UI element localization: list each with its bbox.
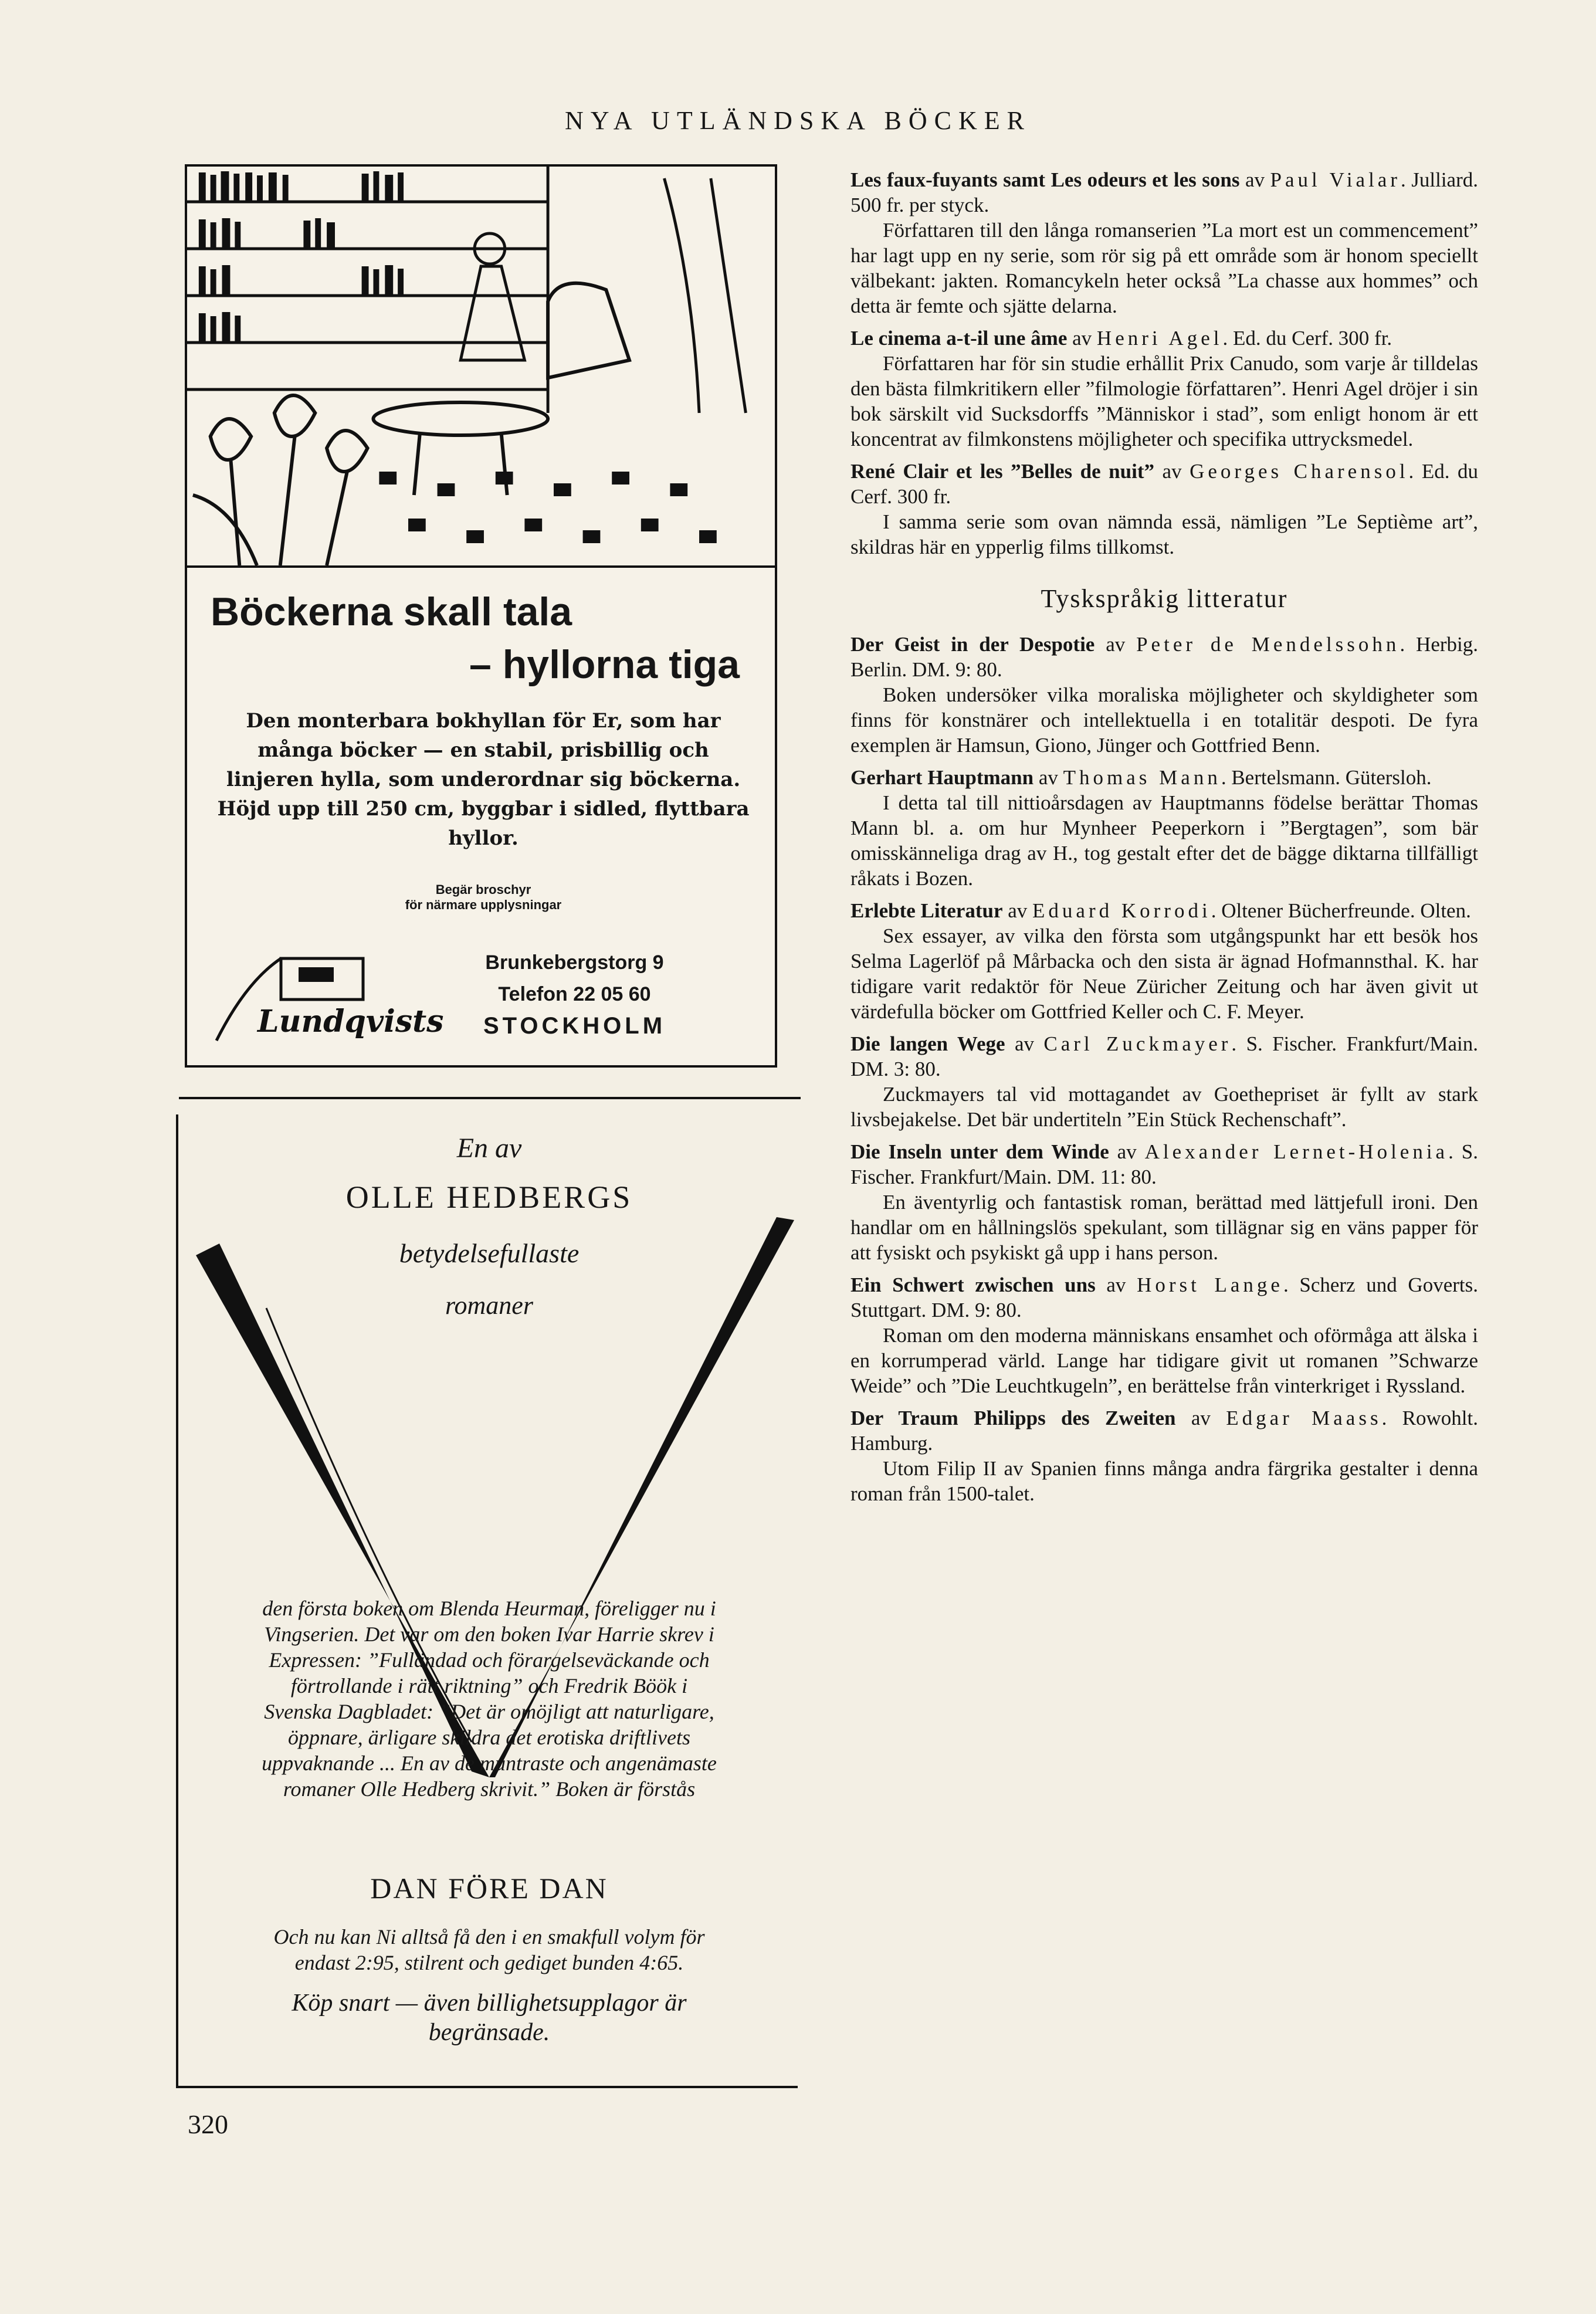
book-entry-heading [850,1031,1478,1082]
ad-body-text: Den monterbara bokhyllan för Er, som har många böcker — en stabil, prisbillig och linjeren hylla, som underordnar sig böckerna. Höjd upp till 250 cm, byggbar i sidled, flyttbara hyllor. [217,709,750,850]
lundqvists-advertisement [185,164,777,1068]
book-title: René Clair et les ”Belles de nuit” [850,460,1154,483]
book-entry-heading [850,765,1478,790]
book-entry [850,1031,1478,1132]
book-entry [850,1405,1478,1506]
section-title: Tyskspråkig litteratur [1041,584,1288,613]
book-title: Les faux-fuyants samt Les odeurs et les sons [850,168,1240,191]
book-by: av [1109,1140,1145,1163]
book-description: En äventyrlig och fantastisk roman, berättad med lättjefull ironi. Den handlar om en hållningslös spekulant, som tillägnar sig en väns papper för att fysiskt och psykiskt gå upp i hans person. [850,1191,1478,1264]
book-description: Roman om den moderna människans ensamhet och oförmåga att älska i en korrumperad värld. Lange har tidigare givit ut romanen ”Schwarze Weide” och ”Die Leuchtkugeln”, en berättelse från vinterkriget i Ryssland. [850,1324,1478,1397]
book-author: Horst Lange [1137,1273,1283,1296]
ad2-line4: romaner [445,1291,533,1320]
book-title: Ein Schwert zwischen uns [850,1273,1096,1296]
ad-headline-1: Böckerna skall tala [211,589,572,634]
book-entry-heading [850,167,1478,218]
hedberg-advertisement [176,1114,798,2088]
book-entry-heading [850,1405,1478,1456]
ad-address [483,947,666,1042]
book-description: Boken undersöker vilka moraliska möjligheter och skyldigheter som finns för konstnärer och intellektuella i en totalitär despoti. De fyra exemplen är Hamsun, Giono, Jünger och Gottfried Benn. [850,683,1478,757]
book-author: Thomas Mann [1063,766,1221,789]
book-title: Le cinema a-t-il une âme [850,327,1068,350]
ad-address-street: Brunkebergstorg 9 [485,951,664,974]
book-entry-heading [850,1139,1478,1190]
right-column [850,167,1478,1513]
book-entry [850,167,1478,319]
ad2-closing: Köp snart — även billighetsupplagor är begränsade. [292,1990,687,2046]
book-description: I samma serie som ovan nämnda essä, nämligen ”Le Septième art”, skildras här en ypperlig films tillkomst. [850,510,1478,558]
book-publisher: . Ed. du Cerf. 300 fr. [1222,327,1392,350]
french-entries [850,167,1478,560]
book-entry-heading [850,326,1478,351]
book-author: Paul Vialar [1270,168,1401,191]
book-entry [850,1139,1478,1265]
book-title: Die langen Wege [850,1032,1005,1055]
book-author: Georges Charensol [1190,460,1409,483]
ad2-line3: betydelsefullaste [399,1238,580,1268]
book-publisher: . Scherz und Goverts. Stuttgart. DM. 9: 80. [850,1273,1478,1322]
book-title: Gerhart Hauptmann [850,766,1034,789]
book-entry [850,632,1478,758]
page-header: NYA UTLÄNDSKA BÖCKER [565,106,1031,135]
book-publisher: . Herbig. Berlin. DM. 9: 80. [850,633,1478,681]
book-entry [850,898,1478,1024]
book-by: av [1067,327,1097,350]
ad-address-city: STOCKHOLM [483,1013,666,1039]
bookshelf-illustration [187,167,775,568]
ad-request-line1: Begär broschyr [435,882,531,897]
book-author: Alexander Lernet-Holenia [1144,1140,1449,1163]
ad-request-line2: för närmare upplysningar [405,897,562,912]
ad-request [211,882,756,913]
book-title: Der Geist in der Despotie [850,633,1095,656]
page-number: 320 [188,2109,228,2139]
book-by: av [1002,899,1033,922]
logo-text: Lundqvists [257,1004,444,1039]
book-entry-heading [850,1272,1478,1323]
book-publisher: . Rowohlt. Hamburg. [850,1407,1478,1455]
book-description: Utom Filip II av Spanien finns många andra färgrika gestalter i denna roman från 1500-talet. [850,1457,1478,1505]
ad2-book-title: DAN FÖRE DAN [370,1872,608,1905]
ad-separator [179,1097,801,1099]
book-by: av [1154,460,1190,483]
book-publisher: . Oltener Bücherfreunde. Olten. [1211,899,1471,922]
book-author: Peter de Mendelssohn [1136,633,1400,656]
book-entry [850,765,1478,891]
book-publisher: . Ed. du Cerf. 300 fr. [850,460,1478,508]
book-author: Carl Zuckmayer [1043,1032,1232,1055]
german-entries [850,632,1478,1506]
book-entry [850,459,1478,560]
book-entry [850,326,1478,452]
ad2-line2: OLLE HEDBERGS [345,1180,633,1215]
book-description: Sex essayer, av vilka den första som utgångspunkt har ett besök hos Selma Lagerlöf på Mårbacka och den sista är ägnad Hofmannsthal. K. har tidigare varit redaktör för Neue Züricher Zeitung och har även givit ut värdefulla böcker om Gottfried Keller och C. F. Meyer. [850,924,1478,1023]
book-publisher: . S. Fischer. Frankfurt/Main. DM. 3: 80. [850,1032,1478,1080]
book-by: av [1033,766,1063,789]
book-by: av [1005,1032,1044,1055]
book-entry-heading [850,459,1478,509]
book-description: Zuckmayers tal vid mottagandet av Goethepriset är fyllt av stark livsbejakelse. Det bär undertiteln ”Ein Stück Rechenschaft”. [850,1083,1478,1131]
ad-headline-2: – hyllorna tiga [469,642,740,687]
ad2-offer: Och nu kan Ni alltså få den i en smakfull volym för endast 2:95, stilrent och gediget bunden 4:65. [273,1925,705,1974]
book-by: av [1175,1407,1226,1429]
book-description: I detta tal till nittioårsdagen av Hauptmanns födelse berättar Thomas Mann bl. a. om hur Mynheer Peeperkorn i ”Bergtagen”, som bär omisskänneliga drag av H., tog gestalt efter det de bägge diktarna tillfälligt råkats i Bozen. [850,791,1478,890]
book-title: Erlebte Literatur [850,899,1003,922]
book-description: Författaren till den långa romanserien ”La mort est un commencement” har lagt upp en ny serie, som rör sig på ett område som är honom speciellt välbekant: jakten. Romancykeln heter också ”La chasse aux hommes” och detta är femte och sjätte delarna. [850,219,1478,317]
book-title: Der Traum Philipps des Zweiten [850,1407,1176,1429]
book-title: Die Inseln unter dem Winde [850,1140,1109,1163]
book-by: av [1239,168,1270,191]
book-publisher: . Bertelsmann. Gütersloh. [1221,766,1432,789]
book-description: Författaren har för sin studie erhållit Prix Canudo, som varje år tilldelas den bästa filmkritikern eller ”filmologie författaren”. Henri Agel dröjer i sin bok särskilt vid Sucksdorffs ”Människor i stad”, som enligt honom är ett koncentrat av filmkonstens möjligheter och specifika uttrycksmedel. [850,352,1478,450]
book-by: av [1095,1273,1137,1296]
book-author: Eduard Korrodi [1032,899,1211,922]
book-entry-heading [850,898,1478,923]
ad2-line1: En av [456,1133,522,1164]
book-author: Edgar Maass [1226,1407,1382,1429]
ad2-paragraph: den första boken om Blenda Heurman, föreligger nu i Vingserien. Det var om den boken Ivar Harrie skrev i Expressen: ”Fulländad och förargelseväckande och förtrollande i rätt riktning” och Fredrik Böök i Svenska Dagbladet: ”Det är omöjligt att naturligare, öppnare, ärligare skildra det erotiska driftlivets uppvaknande ... En av de muntraste och angenämaste romaner Olle Hedberg skrivit.” Boken är förstås [262,1597,717,1801]
book-entry-heading [850,632,1478,682]
lundqvists-logo [211,947,445,1046]
book-author: Henri Agel [1096,327,1223,350]
book-publisher: . Julliard. 500 fr. per styck. [850,168,1478,216]
book-entry [850,1272,1478,1398]
ad-address-phone: Telefon 22 05 60 [498,983,651,1005]
book-publisher: . S. Fischer. Frankfurt/Main. DM. 11: 80. [850,1140,1478,1188]
book-by: av [1095,633,1137,656]
